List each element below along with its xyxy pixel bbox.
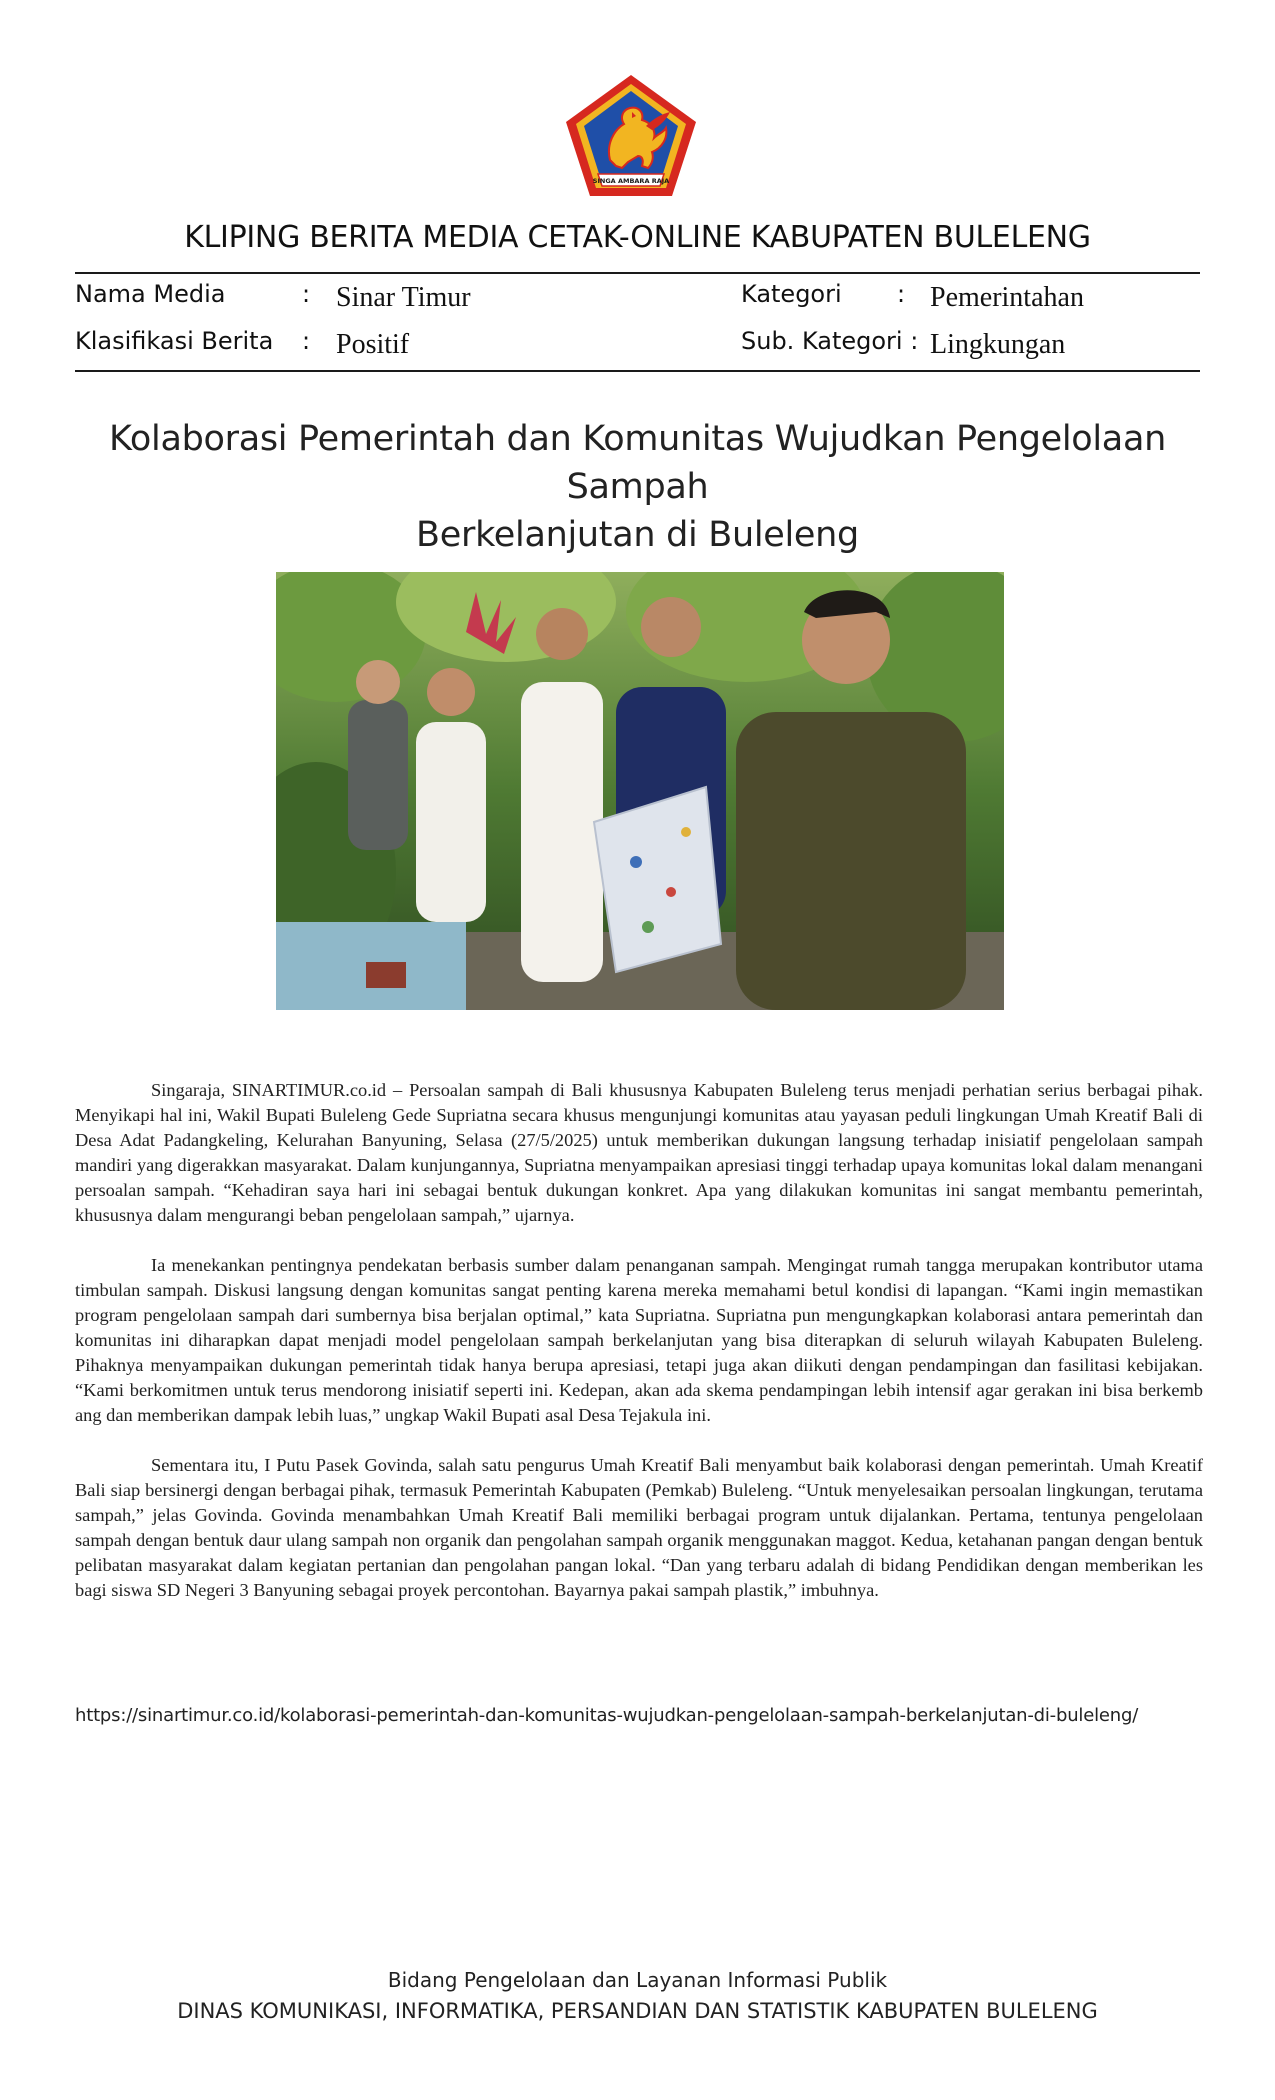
kategori-label: Kategori [741, 280, 842, 308]
article-paragraph-1: Singaraja, SINARTIMUR.co.id – Persoalan sampah di Bali khususnya Kabupaten Buleleng terus menjadi perhatian serius berbagai pihak. Menyikapi hal ini, Wakil Bupati Buleleng Gede Supriatna secara khusus mengunjungi komunitas atau yayasan peduli lingkungan Umah Kreatif Bali di Desa Adat Padangkeling, Kelurahan Banyuning, Selasa (27/5/2025) untuk memberikan dukungan langsung terhadap inisiatif pengelolaan sampah mandiri yang digerakkan masyarakat. Dalam kunjungannya, Supriatna menyampaikan apresiasi tinggi terhadap upaya komunitas lokal dalam menangani persoalan sampah. “Kehadiran saya hari ini sebagai bentuk dukungan konkret. Apa yang dilakukan komunitas ini sangat membantu pemerintah, khususnya dalam mengurangi beban pengelolaan sampah,” ujarnya. [75, 1080, 1203, 1225]
article-headline [60, 415, 1215, 559]
footer-agency: DINAS KOMUNIKASI, INFORMATIKA, PERSANDIAN DAN STATISTIK KABUPATEN BULELENG [177, 1999, 1098, 2023]
article-photo [276, 572, 1004, 1010]
buleleng-emblem-logo [562, 72, 700, 200]
nama-media-label: Nama Media [75, 280, 226, 308]
meta-row-klasifikasi [75, 327, 1200, 367]
top-divider [75, 272, 1200, 274]
footer-division: Bidang Pengelolaan dan Layanan Informasi Publik [387, 1968, 888, 1992]
headline-line-2: Berkelanjutan di Buleleng [416, 515, 859, 555]
klasifikasi-label: Klasifikasi Berita [75, 327, 274, 355]
klasifikasi-value: Positif [336, 329, 410, 360]
kategori-value: Pemerintahan [930, 282, 1084, 313]
nama-media-colon: : [302, 280, 311, 308]
nama-media-value: Sinar Timur [336, 282, 471, 313]
sub-kategori-label: Sub. Kategori : [741, 327, 919, 355]
sub-kategori-value: Lingkungan [930, 329, 1066, 360]
document-title: KLIPING BERITA MEDIA CETAK-ONLINE KABUPATEN BULELENG [184, 220, 1091, 255]
meta-bottom-divider [75, 370, 1200, 372]
logo-motto-text: SINGA AMBARA RAJA [592, 177, 670, 185]
article-body [75, 1078, 1203, 1628]
headline-line-1: Kolaborasi Pemerintah dan Komunitas Wujudkan Pengelolaan Sampah [109, 419, 1166, 507]
meta-row-media [75, 280, 1200, 320]
source-url-link[interactable]: https://sinartimur.co.id/kolaborasi-pemerintah-dan-komunitas-wujudkan-pengelolaan-sampah-berkelanjutan-di-buleleng/ [75, 1705, 1139, 1726]
article-paragraph-3: Sementara itu, I Putu Pasek Govinda, salah satu pengurus Umah Kreatif Bali menyambut baik kolaborasi dengan pemerintah. Umah Kreatif Bali siap bersinergi dengan berbagai pihak, termasuk Pemerintah Kabupaten (Pemkab) Buleleng. “Untuk menyelesaikan persoalan lingkungan, terutama sampah,” jelas Govinda. Govinda menambahkan Umah Kreatif Bali memiliki berbagai program untuk dijalankan. Pertama, tentunya pengelolaan sampah dengan bentuk daur ulang sampah non organik dan pengolahan sampah organik menggunakan maggot. Kedua, ketahanan pangan dengan bentuk pelibatan masyarakat dalam kegiatan pertanian dan pengolahan pangan lokal. “Dan yang terbaru adalah di bidang Pendidikan dengan memberikan les bagi siswa SD Negeri 3 Banyuning sebagai proyek percontohan. Bayarnya pakai sampah plastik,” imbuhnya. [75, 1455, 1203, 1600]
klasifikasi-colon: : [302, 327, 311, 355]
kategori-colon: : [897, 280, 906, 308]
article-paragraph-2: Ia menekankan pentingnya pendekatan berbasis sumber dalam penanganan sampah. Mengingat rumah tangga merupakan kontributor utama timbulan sampah. Diskusi langsung dengan komunitas sangat penting karena mereka memahami betul kondisi di lapangan. “Kami ingin memastikan program pengelolaan sampah dari sumbernya bisa berjalan optimal,” kata Supriatna. Supriatna pun mengungkapkan kolaborasi antara pemerintah dan komunitas ini diharapkan dapat menjadi model pengelolaan sampah berkelanjutan yang bisa diterapkan di seluruh wilayah Kabupaten Buleleng. Pihaknya menyampaikan dukungan pemerintah tidak hanya berupa apresiasi, tetapi juga akan diikuti dengan pendampingan dan fasilitasi kebijakan. “Kami berkomitmen untuk terus mendorong inisiatif seperti ini. Kedepan, akan ada skema pendampingan lebih intensif agar gerakan ini bisa berkemb ang dan memberikan dampak lebih luas,” ungkap Wakil Bupati asal Desa Tejakula ini. [75, 1255, 1203, 1425]
